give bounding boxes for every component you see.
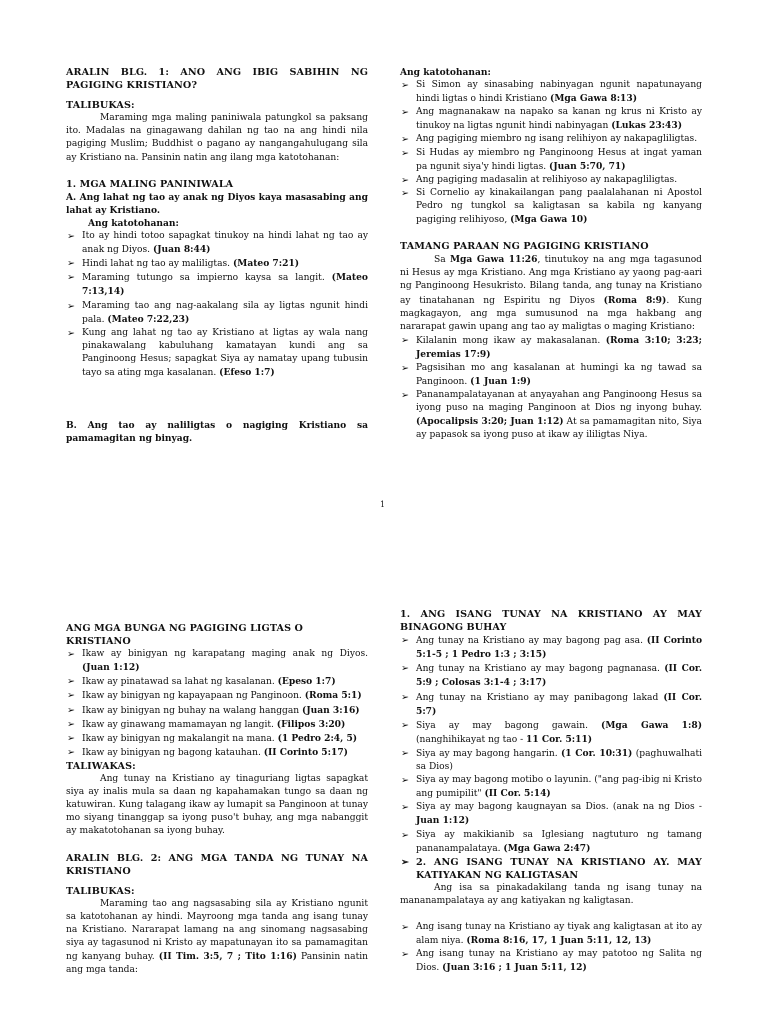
arrow-bullet-icon: ➢ <box>67 327 75 339</box>
s2-heading <box>400 856 702 882</box>
list-item <box>400 691 702 719</box>
bible-ref: (Mga Gawa 10) <box>510 214 588 226</box>
s1-list <box>400 634 702 856</box>
item-text: Ang pagiging madasalin at relihiyoso ay nakapagliligtas. <box>416 174 678 185</box>
arrow-bullet-icon: ➢ <box>401 334 409 346</box>
item-text: Ang pagiging miembro ng isang relihiyon ay nakapagliligtas. <box>416 134 698 145</box>
item-text: Ikaw ay pinatawad sa lahat ng kasalanan. <box>82 677 278 688</box>
bible-ref: (Mga Gawa 1:8) <box>601 719 702 731</box>
list-item <box>66 648 368 675</box>
arrow-bullet-icon: ➢ <box>401 856 409 868</box>
page2-right-column <box>400 608 702 975</box>
s2-list <box>400 921 702 975</box>
bible-ref: (II Cor. 5:14) <box>484 788 551 800</box>
item-text: Ang tunay na Kristiano ay may panibagong lakad <box>416 692 664 703</box>
arrow-bullet-icon: ➢ <box>67 746 75 758</box>
arrow-bullet-icon: ➢ <box>67 272 75 284</box>
list-item <box>400 662 702 690</box>
subA-truth-label: Ang katotohanan: <box>88 217 179 229</box>
arrow-bullet-icon: ➢ <box>401 691 409 703</box>
s1-heading: 1. ANG ISANG TUNAY NA KRISTIANO AY MAY BINAGONG BUHAY <box>400 609 702 634</box>
item-text: Ikaw ay binigyan ng buhay na walang hanggan <box>82 705 303 716</box>
bible-ref: (1 Pedro 2:4, 5) <box>277 732 358 744</box>
page1-left-column <box>66 66 368 445</box>
bible-ref: (Mateo 7:13,14) <box>82 272 368 298</box>
arrow-bullet-icon: ➢ <box>401 134 409 146</box>
bible-ref: (Roma 8:16, 17, 1 Juan 5:11, 12, 13) <box>466 935 652 947</box>
bible-ref: (Epeso 1:7) <box>277 676 336 688</box>
arrow-bullet-icon: ➢ <box>401 922 409 934</box>
arrow-bullet-icon: ➢ <box>401 147 409 159</box>
arrow-bullet-icon: ➢ <box>401 949 409 961</box>
bible-ref: (Mga Gawa 8:13) <box>550 93 638 105</box>
list-item <box>400 187 702 227</box>
page1-right-column <box>400 66 702 443</box>
bible-ref: (1 Cor. 10:31) <box>560 747 633 759</box>
list-item <box>400 79 702 106</box>
item-text: Ikaw ay binigyan ng karapatang maging anak ng Diyos. <box>82 649 368 660</box>
bible-ref: Juan 1:12) <box>416 815 470 827</box>
section1-heading: 1. MGA MALING PANINIWALA <box>66 178 234 190</box>
list-item <box>400 634 702 662</box>
list-item <box>66 327 368 380</box>
arrow-bullet-icon: ➢ <box>67 718 75 730</box>
item-text: Kilalanin mong ikaw ay makasalanan. <box>416 335 606 346</box>
subA-heading: A. Ang lahat ng tao ay anak ng Diyos kaya masasabing ang lahat ay Kristiano. <box>66 191 368 216</box>
taliwakas-body: Ang tunay na Kristiano ay tinaguriang ligtas sapagkat siya ay inalis mula sa daan ng kapahamakan tungo sa daan ng katuwiran. Kung talagang ikaw ay lumapit sa Panginoon at tunay mo siyang tinanggap sa iyong puso't buhay, ang mga nabanggit ay makatotohanan sa iyong buhay. <box>66 774 368 837</box>
item-text: Si Simon ay sinasabing nabinyagan ngunit napatunayang hindi ligtas o hindi Kristiano <box>416 80 702 105</box>
list-item <box>400 334 702 362</box>
bible-ref: (1 Juan 1:9) <box>470 376 531 388</box>
aralin1-title: ARALIN BLG. 1: ANO ANG IBIG SABIHIN NG PAGIGING KRISTIANO? <box>66 67 368 92</box>
list-item <box>400 133 702 146</box>
list-item <box>400 948 702 975</box>
body-text: , tinutukoy na ang mga tagasunod ni Hesus ay mga Kristiano. Ang mga Kristiano ay yaong pag-aari ng Panginoong Hesukristo. Bilang tanda, ang tunay na Kristiano ay tinatahanan ng Espiritu ng Diyos <box>400 255 702 306</box>
truth-heading: Ang katotohanan: <box>400 67 491 78</box>
bible-ref: (Juan 1:12) <box>82 662 140 674</box>
bible-ref: (Mateo 7:21) <box>232 258 300 270</box>
bible-ref: (Apocalipsis 3:20; Juan 1:12) <box>416 416 564 428</box>
arrow-bullet-icon: ➢ <box>401 635 409 647</box>
list-item <box>400 147 702 174</box>
item-text: Ito ay hindi totoo sapagkat tinukoy na hindi lahat ng tao ay anak ng Diyos. <box>82 231 368 256</box>
list-item <box>400 719 702 747</box>
list-item <box>66 675 368 689</box>
bible-ref: (Filipos 3:20) <box>276 718 346 730</box>
page-divider <box>0 524 768 525</box>
list-item <box>400 389 702 442</box>
talibukas2-heading: TALIBUKAS: <box>66 885 135 897</box>
item-text: Ang isang tunay na Kristiano ay may patotoo ng Salita ng Dios. <box>416 949 702 974</box>
item-text: Ang tunay na Kristiano ay may bagong pagnanasa. <box>416 664 665 675</box>
bible-ref: (Roma 8:9) <box>603 294 667 306</box>
item-text: Ikaw ay binigyan ng kapayapaan ng Panginoon. <box>82 691 305 702</box>
item-tail: (paghuwalhati sa Dios) <box>416 748 703 773</box>
bible-ref: Mga Gawa 11:26 <box>449 254 538 266</box>
item-text: Maraming tutungo sa impierno kaysa sa langit. <box>82 273 332 284</box>
item-text: Kung ang lahat ng tao ay Kristiano at ligtas ay wala nang pinakawalang kabuluhang kamatayan kundi ang sa Panginoong Hesus; sapagkat Siya ay namatay upang tubusin tayo sa ating mga kasalanan. <box>82 327 368 378</box>
item-text: Si Hudas ay miembro ng Panginoong Hesus at ingat yaman pa ngunit siya'y hindi ligtas. <box>416 147 702 172</box>
list-item <box>400 829 702 856</box>
arrow-bullet-icon: ➢ <box>401 187 409 199</box>
arrow-bullet-icon: ➢ <box>401 390 409 402</box>
body-text: . Kung magkagayon, ang mga sumusunod na mga hakbang ang nararapat gawin upang ang tao ay maligtas o maging Kristiano: <box>400 295 703 332</box>
item-text: Pananampalatayanan at anyayahan ang Panginoong Hesus sa iyong puso na maging Panginoon at Dios ng inyong buhay. <box>416 390 702 414</box>
arrow-bullet-icon: ➢ <box>401 719 409 731</box>
list-item <box>400 174 702 187</box>
list-item <box>400 921 702 948</box>
arrow-bullet-icon: ➢ <box>401 775 409 787</box>
bible-ref: (Efeso 1:7) <box>219 366 275 378</box>
bible-ref: (II Corinto 5:1-5 ; 1 Pedro 1:3 ; 3:15) <box>416 635 703 661</box>
bunga-list <box>66 648 368 760</box>
item-text: Ang isang tunay na Kristiano ay tiyak ang kaligtasan at ito ay alam niya. <box>416 922 702 947</box>
bible-ref: (Juan 3:16 ; 1 Juan 5:11, 12) <box>442 962 587 974</box>
heading-text: 2. ANG ISANG TUNAY NA KRISTIANO AY. MAY KATIYAKAN NG KALIGTASAN <box>416 856 702 881</box>
item-text: Hindi lahat ng tao ay maliligtas. <box>82 259 233 270</box>
arrow-bullet-icon: ➢ <box>67 231 75 243</box>
item-tail: At sa pamamagitan nito, Siya ay papasok sa iyong puso at ikaw ay ililigtas Niya. <box>416 417 702 441</box>
list-item <box>66 230 368 257</box>
tamang-body <box>400 253 702 334</box>
arrow-bullet-icon: ➢ <box>401 174 409 186</box>
arrow-bullet-icon: ➢ <box>401 829 409 841</box>
tamang-heading: TAMANG PARAAN NG PAGIGING KRISTIANO <box>400 241 649 253</box>
bible-ref: (Roma 3:10; 3:23; Jeremias 17:9) <box>416 334 702 360</box>
item-text: Pagsisihan mo ang kasalanan at humingi ka ng tawad sa Panginoon. <box>416 362 702 388</box>
arrow-bullet-icon: ➢ <box>401 802 409 814</box>
list-item <box>400 774 702 801</box>
body-text: Sa <box>434 255 450 266</box>
subB-heading: B. Ang tao ay naliligtas o nagiging Kristiano sa pamamagitan ng binyag. <box>66 420 368 445</box>
arrow-bullet-icon: ➢ <box>401 107 409 119</box>
list-item <box>400 801 702 828</box>
bible-ref: (Juan 8:44) <box>152 244 211 256</box>
item-text: Ang tunay na Kristiano ay may bagong pag asa. <box>416 636 647 647</box>
bible-ref: (II Cor. 5:7) <box>416 691 702 717</box>
item-text: Ikaw ay binigyan ng bagong katauhan. <box>82 747 264 758</box>
arrow-bullet-icon: ➢ <box>67 732 75 744</box>
taliwakas-heading: TALIWAKAS: <box>66 760 136 772</box>
item-text: Maraming tao ang nag-aakalang sila ay ligtas ngunit hindi pala. <box>82 300 368 325</box>
list-item <box>66 300 368 327</box>
list-item <box>400 362 702 389</box>
list-item <box>66 689 368 703</box>
item-text: Si Cornelio ay kinakailangan pang paalalahanan ni Apostol Pedro ng tungkol sa kaligtasan sa kabila ng kanyang pagiging relihiyoso, <box>416 187 702 226</box>
list-item <box>400 106 702 133</box>
bible-ref: (Lukas 23:43) <box>611 120 682 132</box>
list-item <box>66 271 368 299</box>
talibukas-heading: TALIBUKAS: <box>66 100 135 112</box>
bible-ref: (Roma 5:1) <box>304 690 362 702</box>
bible-ref: (II Tim. 3:5, 7 ; Tito 1:16) <box>158 951 297 963</box>
arrow-bullet-icon: ➢ <box>67 676 75 688</box>
arrow-bullet-icon: ➢ <box>67 690 75 702</box>
bible-ref: (Juan 5:70, 71) <box>549 160 626 172</box>
bible-ref: (Juan 3:16) <box>302 704 360 716</box>
page2-left-column <box>66 622 368 977</box>
bunga-heading: ANG MGA BUNGA NG PAGIGING LIGTAS O KRISTIANO <box>66 623 303 648</box>
arrow-bullet-icon: ➢ <box>67 704 75 716</box>
arrow-bullet-icon: ➢ <box>401 663 409 675</box>
page-number: 1 <box>380 500 386 509</box>
list-item <box>66 704 368 718</box>
bible-ref: (II Corinto 5:17) <box>263 746 348 758</box>
bible-ref: (Mga Gawa 2:47) <box>503 842 591 854</box>
list-item <box>66 732 368 746</box>
item-text: Ang magnanakaw na napako sa kanan ng krus ni Kristo ay tinukoy na ligtas ngunit hindi nabinyagan <box>416 107 702 132</box>
item-text: Siya ay may bagong gawain. <box>416 720 602 731</box>
talibukas2-body <box>66 898 368 978</box>
list-item <box>66 718 368 732</box>
item-text: Siya ay may bagong kaugnayan sa Dios. (anak na ng Dios - <box>416 802 702 813</box>
item-text: Siya ay makikianib sa Iglesiang nagtuturo ng tamang pananampalataya. <box>416 829 702 854</box>
item-tail: (nanghihikayat ng tao - <box>416 734 527 745</box>
aralin2-title: ARALIN BLG. 2: ANG MGA TANDA NG TUNAY NA KRISTIANO <box>66 852 368 877</box>
arrow-bullet-icon: ➢ <box>401 80 409 92</box>
bible-ref: 11 Cor. 5:11) <box>526 733 593 745</box>
list-item <box>66 746 368 760</box>
tamang-list <box>400 334 702 443</box>
bible-ref: (II Cor. 5:9 ; Colosas 3:1-4 ; 3:17) <box>416 663 703 689</box>
body-text: Pansinin natin ang mga tanda: <box>66 952 368 976</box>
arrow-bullet-icon: ➢ <box>67 258 75 270</box>
s2-body: Ang isa sa pinakadakilang tanda ng isang tunay na mananampalataya ay ang katiyakan ng kaligtasan. <box>400 882 702 906</box>
arrow-bullet-icon: ➢ <box>67 649 75 661</box>
truth-list <box>400 79 702 227</box>
talibukas-body: Maraming mga maling paniniwala patungkol sa paksang ito. Madalas na ginagawang dahilan ng tao na ang hindi nila pagiging Muslim; Buddhist o pagano ay nangangahulugang sila ay Kristiano na. Pansinin natin ang ilang mga katotohanan: <box>66 113 368 163</box>
item-text: Ikaw ay ginawang mamamayan ng langit. <box>82 719 277 730</box>
list-item <box>400 747 702 774</box>
arrow-bullet-icon: ➢ <box>401 362 409 374</box>
arrow-bullet-icon: ➢ <box>401 747 409 759</box>
bible-ref: (Mateo 7:22,23) <box>107 313 190 325</box>
list-item <box>66 257 368 271</box>
arrow-bullet-icon: ➢ <box>67 300 75 312</box>
s2-heading-list <box>400 856 702 882</box>
subA-list <box>66 230 368 380</box>
item-text: Siya ay may bagong motibo o layunin. ("ang pag-ibig ni Kristo ang pumipilit" <box>416 775 702 800</box>
body-text: Maraming tao ang nagsasabing sila ay Kristiano ngunit sa katotohanan ay hindi. Mayroong mga tanda ang isang tunay na Kristiano. Nararapat lamang na ang sinomang nagsasabing siya ay tagasunod ni Kristo ay mapatunayan ito sa pamamagitan ng kanyang buhay. <box>66 898 368 963</box>
item-text: Ikaw ay binigyan ng makalangit na mana. <box>82 733 278 744</box>
item-text: Siya ay may bagong hangarin. <box>416 748 561 759</box>
